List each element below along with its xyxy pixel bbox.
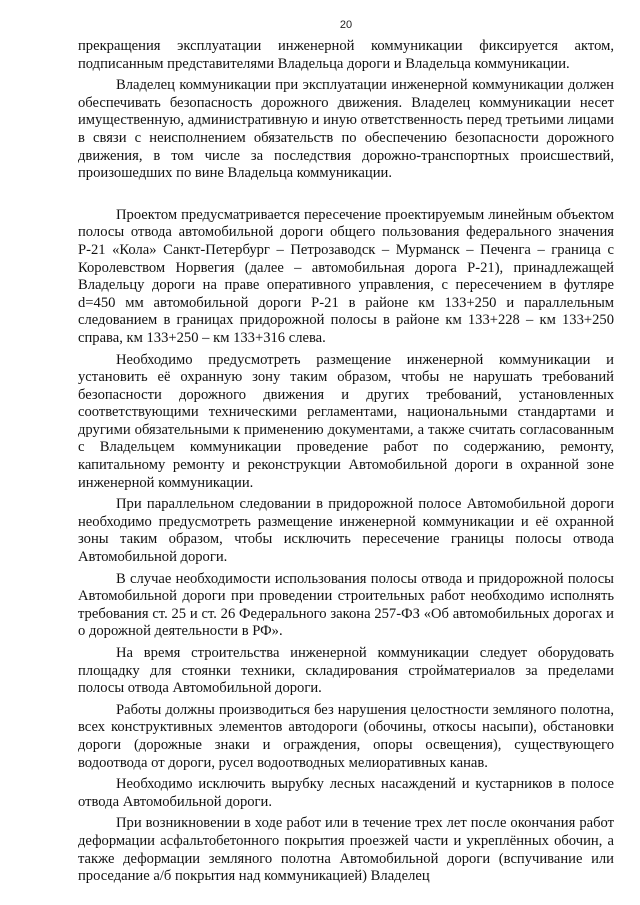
page-number: 20 [339,19,353,31]
paragraph-road-crossing: Проектом предусматривается пересечение проектируемым линейным объектом полосы отвода автомобильной дороги общего пользования федерального значения Р-21 «Кола» Санкт-Петербург – Петрозаводск – Мурманск – Печенга – граница с Королевством Норвегия (далее – автомобильная дорога Р-21), принадлежащей Владельцу дороги на праве оперативного управления, с пересечением в футляре d=450 мм автомобильной дороги Р-21 в районе км 133+250 и параллельным следованием в границах придорожной полосы в районе км 133+228 – км 133+250 справа, км 133+250 – км 133+316 слева. [78,206,614,346]
paragraph-law-requirements: В случае необходимости использования полосы отвода и придорожной полосы Автомобильной дороги при проведении строительных работ необходимо исполнять требования ст. 25 и ст. 26 Федерального закона 257-ФЗ «Об автомобильных дорогах и о дорожной деятельности в РФ». [78,570,614,640]
document-page [78,18,614,890]
paragraph-traffic-safety: Владелец коммуникации при эксплуатации инженерной коммуникации должен обеспечивать безопасность дорожного движения. Владелец коммуникации несет имущественную, административную и иную ответственность перед третьими лицами в связи с неисполнением обязательств по обеспечению безопасности дорожного движения, в том числе за последствия дорожно-транспортных происшествий, произошедших по вине Владельца коммуникации. [78,77,614,182]
paragraph-termination-act: прекращения эксплуатации инженерной коммуникации фиксируется актом, подписанным представителями Владельца дороги и Владельца коммуникации. [78,38,614,72]
paragraph-deformation: При возникновении в ходе работ или в течение трех лет после окончания работ деформации асфальтобетонного покрытия проезжей части и укреплённых обочин, а также деформации земляного полотна Автомобильной дороги (вспучивание или проседание а/б покрытия над коммуникацией) Владелец [78,815,614,885]
paragraph-tree-cutting: Необходимо исключить вырубку лесных насаждений и кустарников в полосе отвода Автомобильной дороги. [78,776,614,810]
paragraph-equipment-site: На время строительства инженерной коммуникации следует оборудовать площадку для стоянки техники, складирования стройматериалов за пределами полосы отвода Автомобильной дороги. [78,645,614,697]
paragraph-protection-zone: Необходимо предусмотреть размещение инженерной коммуникации и установить её охранную зону таким образом, чтобы не нарушать требований безопасности дорожного движения и других требований, установленных соответствующими техническими регламентами, национальными стандартами и другими обязательными к применению документами, а также считать согласованным с Владельцем коммуникации проведение работ по содержанию, ремонту, капитальному ремонту и реконструкции Автомобильной дороги в охранной зоне инженерной коммуникации. [78,351,614,491]
paragraph-work-integrity: Работы должны производиться без нарушения целостности земляного полотна, всех конструктивных элементов автодороги (обочины, откосы насыпи), обстановки дороги (дорожные знаки и ограждения, опоры освещения), существующего водоотвода от дороги, русел водоотводных мелиоративных канав. [78,701,614,771]
paragraph-parallel-routing: При параллельном следовании в придорожной полосе Автомобильной дороги необходимо предусмотреть размещение инженерной коммуникации и её охранной зоны таким образом, чтобы исключить пересечение границы полосы отвода Автомобильной дороги. [78,496,614,566]
section-gap [78,187,614,207]
